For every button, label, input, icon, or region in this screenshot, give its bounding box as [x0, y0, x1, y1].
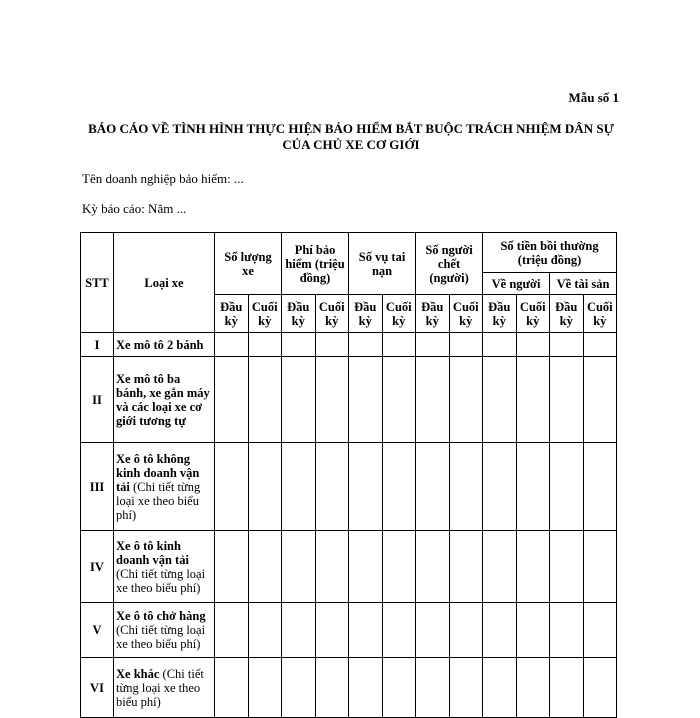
table-row [81, 658, 617, 718]
table-row [81, 443, 617, 531]
data-cell [550, 658, 584, 718]
subheader-comp-property-start: Đầu kỳ [550, 295, 584, 333]
data-cell [483, 443, 517, 531]
header-vehicle-count: Số lượng xe [215, 233, 282, 295]
subheader-comp-people-end: Cuối kỳ [516, 295, 550, 333]
row-vehicle-type [114, 658, 215, 718]
table-row [81, 603, 617, 658]
data-cell [349, 531, 383, 603]
row-vehicle-type [114, 603, 215, 658]
data-cell [349, 443, 383, 531]
row-vehicle-type [114, 531, 215, 603]
data-cell [550, 531, 584, 603]
row-stt: III [81, 443, 114, 531]
row-stt: VI [81, 658, 114, 718]
row-vehicle-type-main: Xe ô tô không kinh doanh vận tải [116, 451, 200, 494]
row-vehicle-type-note: (Chi tiết từng loại xe theo biểu phí) [116, 479, 201, 522]
data-cell [516, 531, 550, 603]
data-cell [516, 357, 550, 443]
subheader-comp-people-start: Đầu kỳ [483, 295, 517, 333]
data-cell [315, 357, 349, 443]
data-cell [449, 443, 483, 531]
data-cell [282, 603, 316, 658]
data-cell [215, 531, 249, 603]
data-cell [449, 658, 483, 718]
data-cell [349, 357, 383, 443]
table-row [81, 333, 617, 357]
data-cell [550, 333, 584, 357]
data-cell [315, 658, 349, 718]
subheader-vehicle-count-end: Cuối kỳ [248, 295, 282, 333]
form-number: Mẫu số 1 [568, 90, 619, 105]
header-premium: Phí bảo hiểm (triệu đồng) [282, 233, 349, 295]
subheader-accidents-end: Cuối kỳ [382, 295, 416, 333]
data-cell [215, 658, 249, 718]
row-vehicle-type-note: (Chi tiết từng loại xe theo biểu phí) [116, 666, 204, 709]
subheader-premium-end: Cuối kỳ [315, 295, 349, 333]
row-stt: V [81, 603, 114, 658]
data-cell [516, 443, 550, 531]
company-name-label: Tên doanh nghiệp bảo hiểm: ... [82, 171, 244, 186]
data-cell [282, 357, 316, 443]
subheader-premium-start: Đầu kỳ [282, 295, 316, 333]
data-cell [248, 658, 282, 718]
data-cell [449, 603, 483, 658]
data-cell [483, 357, 517, 443]
data-cell [215, 357, 249, 443]
subheader-deaths-start: Đầu kỳ [416, 295, 450, 333]
data-cell [282, 333, 316, 357]
row-stt: IV [81, 531, 114, 603]
data-cell [215, 443, 249, 531]
data-cell [516, 333, 550, 357]
subheader-comp-property-end: Cuối kỳ [583, 295, 617, 333]
data-cell [449, 333, 483, 357]
data-cell [583, 333, 617, 357]
row-vehicle-type [114, 443, 215, 531]
report-title: BÁO CÁO VỀ TÌNH HÌNH THỰC HIỆN BẢO HIỂM BẮT BUỘC TRÁCH NHIỆM DÂN SỰ CỦA CHỦ XE CƠ GIỚI [88, 121, 614, 152]
data-cell [416, 658, 450, 718]
data-cell [483, 658, 517, 718]
data-cell [516, 603, 550, 658]
header-comp-people: Về người [483, 273, 550, 295]
report-period-label: Kỳ báo cáo: Năm ... [82, 201, 187, 216]
data-cell [550, 603, 584, 658]
data-cell [550, 357, 584, 443]
data-cell [382, 357, 416, 443]
row-vehicle-type-main: Xe ô tô chở hàng [116, 609, 206, 623]
data-cell [248, 443, 282, 531]
data-cell [248, 357, 282, 443]
data-cell [315, 603, 349, 658]
data-cell [315, 333, 349, 357]
row-vehicle-type [114, 333, 215, 357]
row-vehicle-type-main: Xe mô tô ba bánh, xe gắn máy và các loại xe cơ giới tương tự [116, 371, 210, 428]
data-cell [282, 658, 316, 718]
data-cell [416, 333, 450, 357]
data-cell [449, 531, 483, 603]
header-accidents: Số vụ tai nạn [349, 233, 416, 295]
row-vehicle-type-note: (Chi tiết từng loại xe theo biểu phí) [116, 623, 206, 651]
data-cell [349, 603, 383, 658]
data-cell [516, 658, 550, 718]
data-cell [416, 443, 450, 531]
subheader-accidents-start: Đầu kỳ [349, 295, 383, 333]
data-cell [583, 443, 617, 531]
data-cell [382, 603, 416, 658]
data-cell [315, 531, 349, 603]
data-cell [382, 531, 416, 603]
data-cell [248, 603, 282, 658]
data-cell [583, 658, 617, 718]
data-cell [483, 531, 517, 603]
data-cell [349, 333, 383, 357]
data-cell [416, 357, 450, 443]
data-cell [282, 531, 316, 603]
data-cell [416, 603, 450, 658]
data-cell [215, 603, 249, 658]
header-stt: STT [81, 233, 114, 333]
data-cell [248, 333, 282, 357]
header-compensation: Số tiền bồi thường (triệu đồng) [483, 233, 617, 273]
data-cell [449, 357, 483, 443]
table-row [81, 357, 617, 443]
header-deaths: Số người chết (người) [416, 233, 483, 295]
header-vehicle-type: Loại xe [114, 233, 215, 333]
subheader-deaths-end: Cuối kỳ [449, 295, 483, 333]
row-vehicle-type [114, 357, 215, 443]
row-vehicle-type-main: Xe mô tô 2 bánh [116, 337, 204, 352]
data-cell [483, 603, 517, 658]
row-stt: I [81, 333, 114, 357]
data-cell [416, 531, 450, 603]
row-vehicle-type-note: (Chi tiết từng loại xe theo biểu phí) [116, 566, 206, 595]
data-cell [382, 658, 416, 718]
data-cell [282, 443, 316, 531]
data-cell [382, 333, 416, 357]
data-cell [248, 531, 282, 603]
data-cell [382, 443, 416, 531]
row-vehicle-type-main: Xe khác [116, 666, 160, 681]
report-table [80, 232, 617, 718]
row-stt: II [81, 357, 114, 443]
data-cell [483, 333, 517, 357]
row-vehicle-type-main: Xe ô tô kinh doanh vận tải [116, 538, 189, 567]
data-cell [583, 603, 617, 658]
table-row [81, 531, 617, 603]
data-cell [550, 443, 584, 531]
data-cell [583, 531, 617, 603]
data-cell [583, 357, 617, 443]
header-comp-property: Về tài sản [550, 273, 617, 295]
data-cell [349, 658, 383, 718]
subheader-vehicle-count-start: Đầu kỳ [215, 295, 249, 333]
data-cell [315, 443, 349, 531]
data-cell [215, 333, 249, 357]
